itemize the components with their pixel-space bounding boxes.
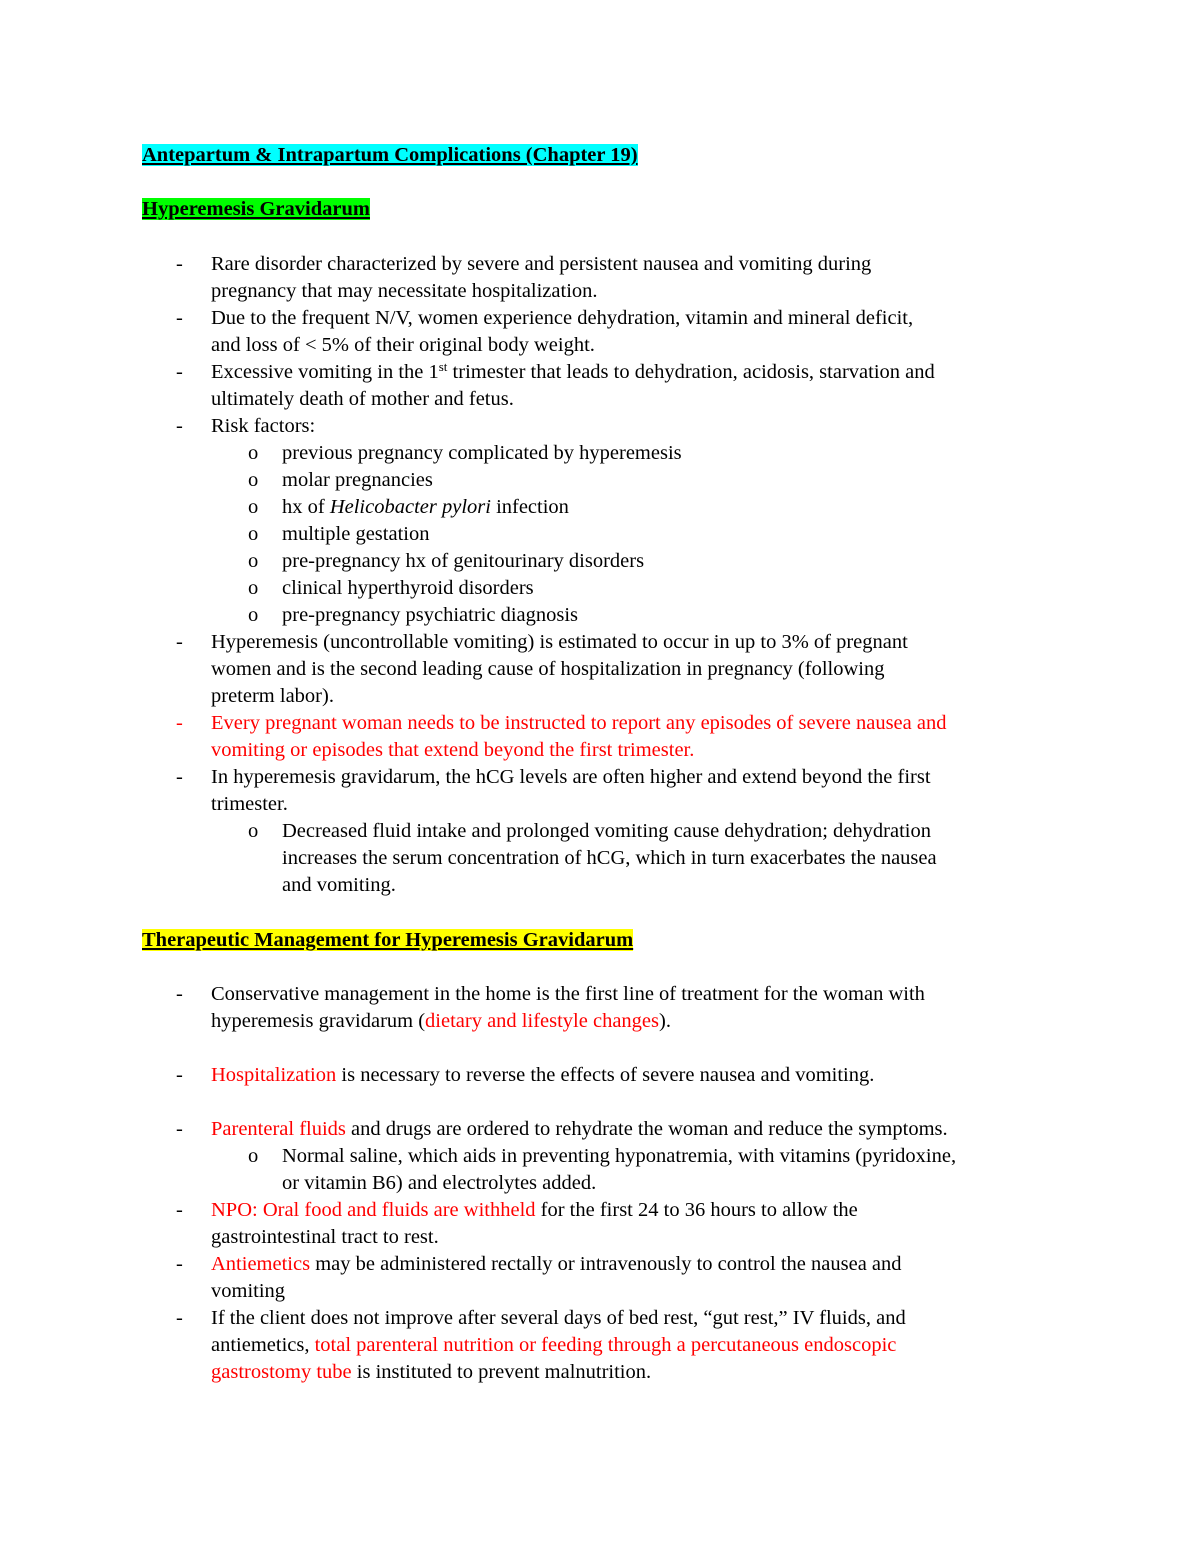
list-item-emphasis: - Every pregnant woman needs to be instructed to report any episodes of severe nausea and vomiting or episodes that extend beyond the first trimester. bbox=[176, 712, 947, 761]
sub-list-item: o pre-pregnancy hx of genitourinary disorders bbox=[0, 548, 1200, 575]
list-item: - Conservative management in the home is the first line of treatment for the woman with hyperemesis gravidarum (dietary and lifestyle changes). bbox=[176, 983, 925, 1032]
list-item: - Hyperemesis (uncontrollable vomiting) is estimated to occur in up to 3% of pregnant women and is the second leading cause of hospitalization in pregnancy (following preterm labor). bbox=[176, 631, 908, 707]
list-item: - In hyperemesis gravidarum, the hCG levels are often higher and extend beyond the first trimester. o Decreased fluid intake and prolonged vomiting cause dehydration; dehydration increases the serum concentration of hCG, which in turn exacerbates the nausea and vomiting. bbox=[0, 764, 1200, 899]
dash-bullet: - bbox=[176, 712, 183, 734]
circle-bullet: o bbox=[248, 496, 259, 518]
dash-bullet: - bbox=[176, 1064, 183, 1086]
dash-bullet: - bbox=[176, 766, 183, 788]
dash-bullet: - bbox=[176, 307, 183, 329]
circle-bullet: o bbox=[248, 820, 259, 842]
section2-list bbox=[0, 981, 1200, 1386]
blank-line bbox=[0, 1035, 1200, 1062]
circle-bullet: o bbox=[248, 604, 259, 626]
sub-list-item: o pre-pregnancy psychiatric diagnosis bbox=[0, 602, 1200, 629]
section-heading-therapeutic: Therapeutic Management for Hyperemesis Gravidarum bbox=[142, 929, 634, 951]
sub-list-item: o clinical hyperthyroid disorders bbox=[0, 575, 1200, 602]
circle-bullet: o bbox=[248, 1145, 259, 1167]
dash-bullet: - bbox=[176, 361, 183, 383]
list-item: - NPO: Oral food and fluids are withheld for the first 24 to 36 hours to allow the gastrointestinal tract to rest. bbox=[176, 1199, 858, 1248]
sub-list-item: o previous pregnancy complicated by hyperemesis bbox=[0, 440, 1200, 467]
section1-list bbox=[0, 251, 1200, 899]
list-item-risk-factors: - Risk factors: o previous pregnancy complicated by hyperemesis o molar pregnancies o hx of Helicobacter pylori infection o multiple gestation o pre-pregnancy hx of genitourinary disorders o clinical hyperthyroid disorders o pre-pregnancy psychiatric diagnosis bbox=[0, 413, 1200, 629]
list-item: - Parenteral fluids and drugs are ordered to rehydrate the woman and reduce the symptoms. o Normal saline, which aids in preventing hyponatremia, with vitamins (pyridoxine, or vitamin B6) and electrolytes added. bbox=[0, 1116, 1200, 1197]
sub-list-item: o hx of Helicobacter pylori infection bbox=[0, 494, 1200, 521]
circle-bullet: o bbox=[248, 523, 259, 545]
list-item: - Excessive vomiting in the 1st trimester that leads to dehydration, acidosis, starvation and ultimately death of mother and fetus. bbox=[176, 359, 935, 410]
sub-list-item: o Normal saline, which aids in preventing hyponatremia, with vitamins (pyridoxine, bbox=[0, 1143, 1200, 1170]
dash-bullet: - bbox=[176, 983, 183, 1005]
circle-bullet: o bbox=[248, 577, 259, 599]
list-item: - Rare disorder characterized by severe and persistent nausea and vomiting during pregnancy that may necessitate hospitalization. bbox=[176, 253, 872, 302]
dash-bullet: - bbox=[176, 1253, 183, 1275]
list-item: - If the client does not improve after several days of bed rest, “gut rest,” IV fluids, and antiemetics, total parenteral nutrition or feeding through a percutaneous endoscopic gastrostomy tube is instituted to prevent malnutrition. bbox=[176, 1307, 906, 1383]
dash-bullet: - bbox=[176, 631, 183, 653]
sub-list-item: o molar pregnancies bbox=[0, 467, 1200, 494]
dash-bullet: - bbox=[176, 253, 183, 275]
list-item: - Hospitalization is necessary to reverse the effects of severe nausea and vomiting. bbox=[0, 1062, 1200, 1089]
list-item: - Due to the frequent N/V, women experience dehydration, vitamin and mineral deficit, and loss of < 5% of their original body weight. bbox=[176, 307, 914, 356]
sub-list-item: o multiple gestation bbox=[0, 521, 1200, 548]
dash-bullet: - bbox=[176, 415, 183, 437]
dash-bullet: - bbox=[176, 1118, 183, 1140]
document-title: Antepartum & Intrapartum Complications (Chapter 19) bbox=[142, 144, 638, 166]
sub-list-item: o Decreased fluid intake and prolonged vomiting cause dehydration; dehydration bbox=[0, 818, 1200, 845]
section-heading-hyperemesis: Hyperemesis Gravidarum bbox=[142, 198, 370, 220]
dash-bullet: - bbox=[176, 1199, 183, 1221]
list-item: - Antiemetics may be administered rectally or intravenously to control the nausea and vomiting bbox=[176, 1253, 902, 1302]
circle-bullet: o bbox=[248, 469, 259, 491]
dash-bullet: - bbox=[176, 1307, 183, 1329]
blank-line bbox=[0, 1089, 1200, 1116]
circle-bullet: o bbox=[248, 550, 259, 572]
circle-bullet: o bbox=[248, 442, 259, 464]
